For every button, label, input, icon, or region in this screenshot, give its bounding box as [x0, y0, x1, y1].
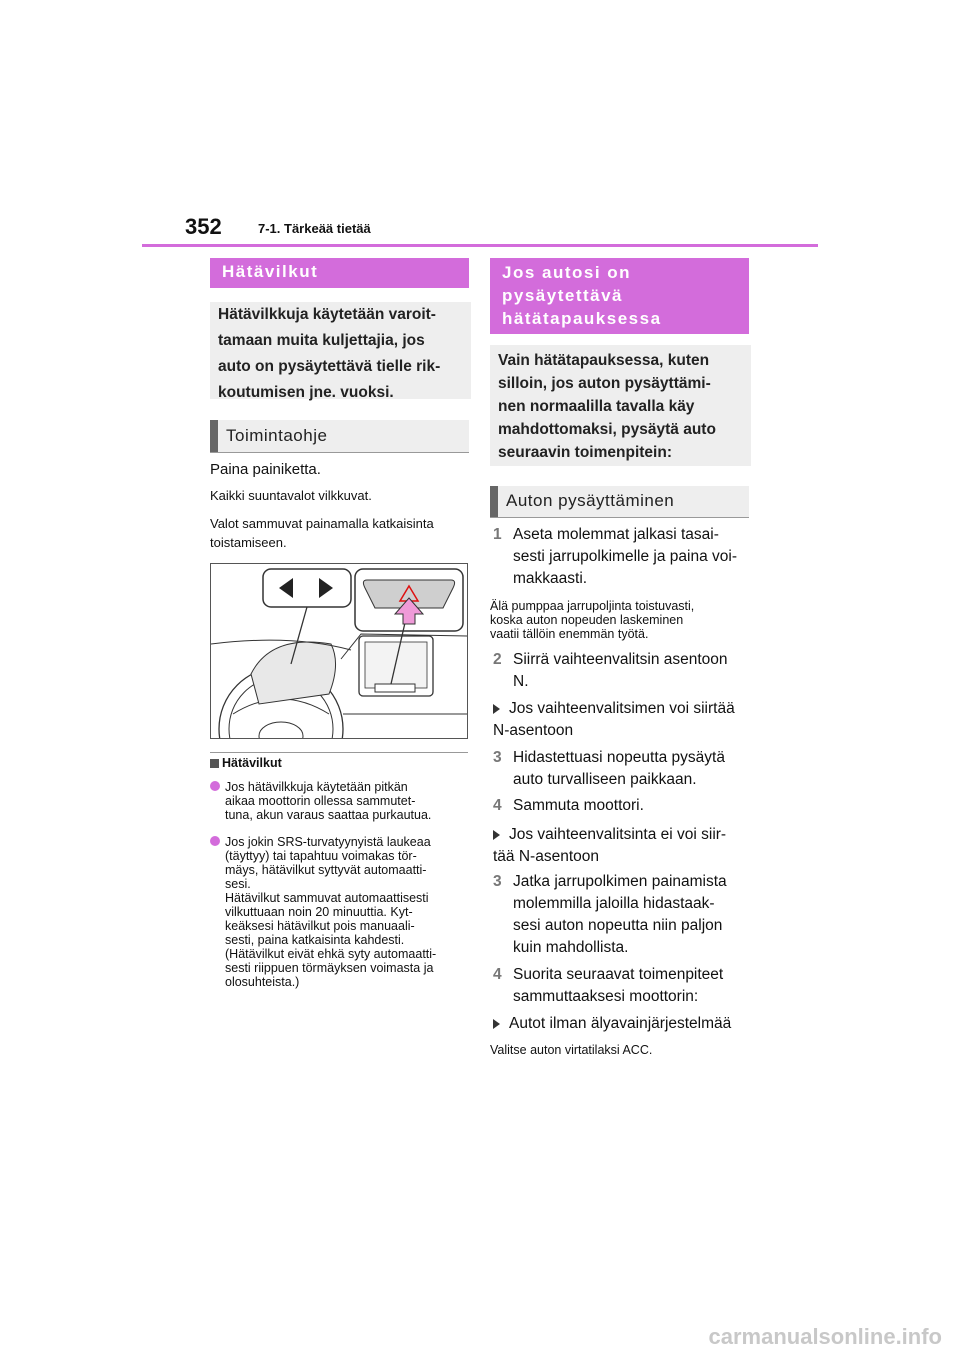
- intro-line: koutumisen jne. vuoksi.: [218, 384, 394, 401]
- bullet-line: Jos hätävilkkuja käytetään pitkän: [225, 780, 408, 794]
- step-line: makkaasti.: [513, 570, 588, 587]
- step-text: [513, 747, 725, 791]
- condition-line: Jos vaihteenvalitsimen voi siirtää: [509, 700, 735, 717]
- section-title-emergency: [490, 258, 749, 334]
- bullet-line: (täyttyy) tai tapahtuu voimakas tör-: [225, 849, 417, 863]
- step-number: 3: [493, 749, 502, 766]
- triangle-bullet-icon: [493, 1019, 500, 1029]
- section-title-hazard: [210, 258, 469, 288]
- bullet-line: (Hätävilkut eivät ehkä syty automaatti-: [225, 947, 437, 961]
- intro-line: silloin, jos auton pysäyttämi-: [498, 375, 711, 392]
- step-line: N.: [513, 673, 529, 690]
- bullet-line: Hätävilkut sammuvat automaattisesti: [225, 891, 429, 905]
- intro-line: Hätävilkkuja käytetään varoit-: [218, 306, 436, 323]
- condition-line: tää N-asentoon: [493, 848, 599, 865]
- note-line: Valot sammuvat painamalla katkaisinta: [210, 516, 434, 531]
- bullet-line: olosuhteista.): [225, 975, 300, 989]
- step-number: 3: [493, 873, 502, 890]
- info-title: Hätävilkut: [222, 756, 282, 770]
- note-press-again: [210, 514, 434, 552]
- section-title-line: hätätapauksessa: [502, 309, 662, 328]
- section-title-text: Hätävilkut: [222, 262, 319, 281]
- bullet-line: sesi.: [225, 877, 251, 891]
- hazard-switch-figure: [210, 563, 468, 739]
- subhead-text: Toimintaohje: [226, 426, 328, 445]
- step-line: molemmilla jaloilla hidastaak-: [513, 895, 715, 912]
- bullet-line: aikaa moottorin ollessa sammutet-: [225, 794, 416, 808]
- condition-line: N-asentoon: [493, 722, 574, 739]
- step-line: Hidastettuasi nopeutta pysäytä: [513, 749, 725, 766]
- subhead-underline: [490, 517, 749, 518]
- intro-line: tamaan muita kuljettajia, jos: [218, 332, 425, 349]
- bullet-line: mäys, hätävilkut syttyvät automaatti-: [225, 863, 427, 877]
- step-line: auto turvalliseen paikkaan.: [513, 771, 697, 788]
- intro-line: Vain hätätapauksessa, kuten: [498, 352, 710, 369]
- step-number: 4: [493, 966, 502, 983]
- step-line: Jatka jarrupolkimen painamista: [513, 873, 727, 890]
- section-title-line: pysäytettävä: [502, 286, 624, 305]
- info-divider: [210, 752, 468, 753]
- condition-line: Jos vaihteenvalitsinta ei voi siir-: [509, 826, 727, 843]
- step-line: Siirrä vaihteenvalitsin asentoon: [513, 651, 728, 668]
- subhead-bar: [490, 486, 498, 517]
- info-square-icon: [210, 759, 219, 768]
- note-all-signals: Kaikki suuntavalot vilkkuvat.: [210, 488, 372, 503]
- bullet-line: Jos jokin SRS-turvatyynyistä laukeaa: [225, 835, 431, 849]
- step-text: Sammuta moottori.: [513, 797, 644, 814]
- note-line: vaatii tällöin enemmän työtä.: [490, 627, 649, 641]
- watermark: carmanualsonline.info: [708, 1324, 942, 1349]
- bullet-line: sesti, paina katkaisinta kahdesti.: [225, 933, 405, 947]
- bullet-line: vilkuttuaan noin 20 minuuttia. Kyt-: [225, 905, 413, 919]
- step-number: 4: [493, 797, 502, 814]
- step-line: sammuttaaksesi moottorin:: [513, 988, 699, 1005]
- step-number: 2: [493, 651, 502, 668]
- step-text: [513, 524, 737, 590]
- bullet-text: [225, 780, 431, 822]
- step-text: [513, 649, 728, 693]
- step-number: 1: [493, 526, 502, 543]
- chapter-title: 7-1. Tärkeää tietää: [258, 221, 371, 236]
- note-acc: Valitse auton virtatilaksi ACC.: [490, 1043, 653, 1057]
- step-text: [513, 871, 727, 959]
- condition-text: [493, 824, 727, 868]
- note-no-pumping: [490, 599, 694, 641]
- triangle-bullet-icon: [493, 830, 500, 840]
- step-line: kuin mahdollista.: [513, 939, 629, 956]
- subhead-auton-pysayttaminen: [490, 486, 749, 517]
- intro-box-left: [210, 302, 471, 399]
- intro-line: auto on pysäytettävä tielle rik-: [218, 358, 441, 375]
- condition-text: [493, 698, 735, 742]
- step-line: Suorita seuraavat toimenpiteet: [513, 966, 724, 983]
- intro-line: mahdottomaksi, pysäytä auto: [498, 421, 716, 438]
- step-line: Aseta molemmat jalkasi tasai-: [513, 526, 719, 543]
- subhead-bar: [210, 420, 218, 452]
- instruction-text: Paina painiketta.: [210, 461, 321, 478]
- bullet-dot-icon: [210, 781, 220, 791]
- intro-box-right: [490, 345, 751, 466]
- step-line: sesi auton nopeutta niin paljon: [513, 917, 723, 934]
- bullet-dot-icon: [210, 836, 220, 846]
- note-line: koska auton nopeuden laskeminen: [490, 613, 684, 627]
- bullet-line: keäksesi hätävilkut pois manuaali-: [225, 919, 415, 933]
- note-line: toistamiseen.: [210, 535, 287, 550]
- bullet-line: sesti riippuen törmäyksen voimasta ja: [225, 961, 434, 975]
- intro-line: seuraavin toimenpitein:: [498, 444, 672, 461]
- dashboard-illustration: [211, 564, 467, 738]
- triangle-bullet-icon: [493, 704, 500, 714]
- page-number: 352: [185, 214, 222, 239]
- step-text: [513, 964, 723, 1008]
- subhead-toimintaohje: [210, 420, 469, 452]
- bullet-line: tuna, akun varaus saattaa purkautua.: [225, 808, 432, 822]
- step-line: sesti jarrupolkimelle ja paina voi-: [513, 548, 737, 565]
- section-title-line: Jos autosi on: [502, 263, 632, 282]
- intro-line: nen normaalilla tavalla käy: [498, 398, 695, 415]
- subhead-underline: [210, 452, 469, 453]
- condition-text: Autot ilman älyavainjärjestelmää: [509, 1015, 732, 1032]
- note-line: Älä pumppaa jarrupoljinta toistuvasti,: [490, 599, 695, 613]
- subhead-text: Auton pysäyttäminen: [506, 491, 675, 510]
- header-rule: [142, 244, 818, 247]
- bullet-text: [225, 835, 436, 989]
